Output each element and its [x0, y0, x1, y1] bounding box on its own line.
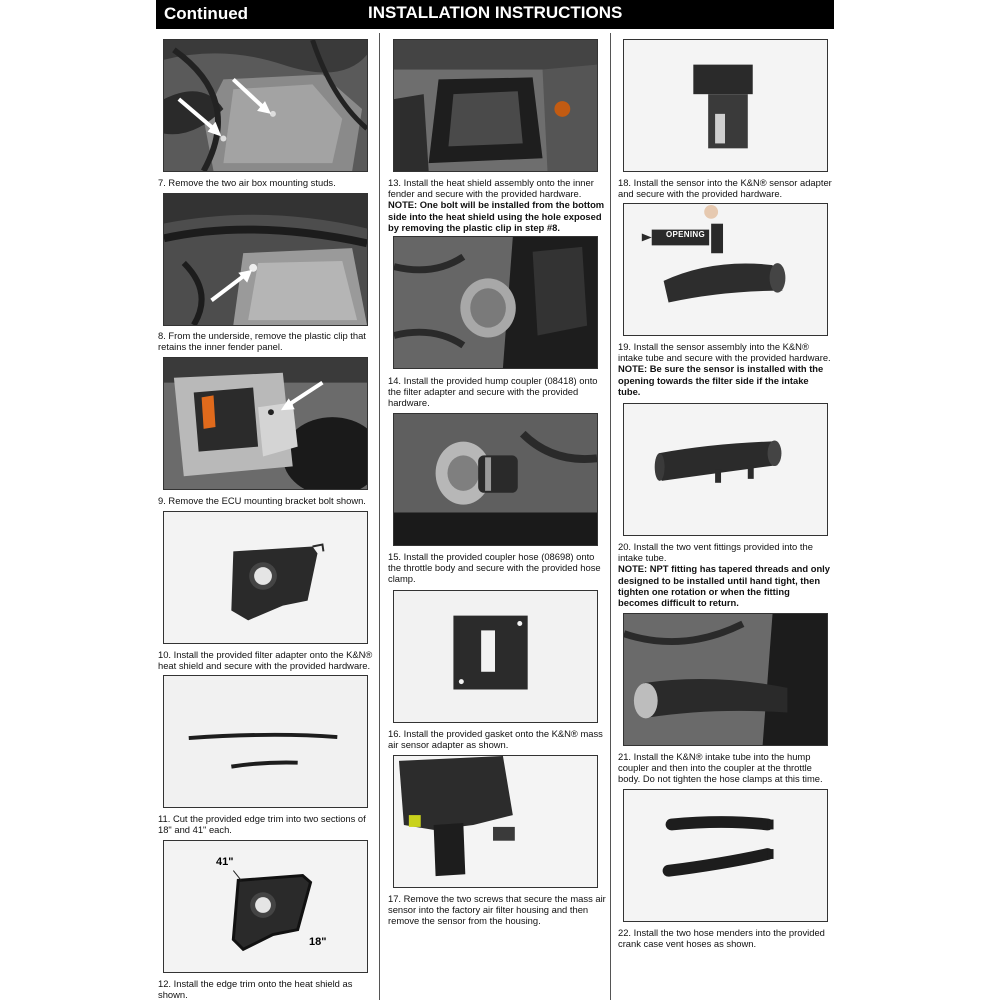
step-17-text: 17. Remove the two screws that secure the mass air sensor into the factory air filter housing and then remove the sensor from the housing. [388, 893, 606, 927]
step-17-caption [388, 893, 606, 927]
header-title: INSTALLATION INSTRUCTIONS [368, 3, 623, 22]
step-18-caption [618, 177, 833, 199]
step-22-text: 22. Install the two hose menders into the provided crank case vent hoses as shown. [618, 927, 825, 950]
step-10-text: 10. Install the provided filter adapter onto the K&N® heat shield and secure with the provided hardware. [158, 649, 373, 672]
step-12-photo [163, 840, 368, 973]
trim-41-label: 41" [216, 856, 234, 868]
step-7-caption [158, 177, 373, 188]
step-11-caption [158, 813, 373, 835]
step-11-text: 11. Cut the provided edge trim into two sections of 18" and 41" each. [158, 813, 366, 836]
step-21-caption [618, 751, 833, 785]
step-18-photo [623, 39, 828, 172]
step-8-caption [158, 330, 373, 352]
step-9-text: 9. Remove the ECU mounting bracket bolt shown. [158, 495, 366, 506]
step-16-photo [393, 590, 598, 723]
step-9-photo [163, 357, 368, 490]
step-19-caption [618, 341, 833, 397]
column-divider [610, 33, 611, 1000]
step-14-text: 14. Install the provided hump coupler (08418) onto the filter adapter and secure with the provided hardware. [388, 375, 598, 409]
step-19-text: 19. Install the sensor assembly into the K&N® intake tube and secure with the provided hardware. [618, 341, 831, 364]
column-divider [379, 33, 380, 1000]
step-7-text: 7. Remove the two air box mounting studs. [158, 177, 336, 188]
header-continued: Continued [164, 4, 249, 23]
page-header [156, 0, 834, 29]
step-15-photo [393, 413, 598, 546]
step-8-photo [163, 193, 368, 326]
step-16-text: 16. Install the provided gasket onto the K&N® mass air sensor adapter as shown. [388, 728, 603, 751]
step-20-photo [623, 403, 828, 536]
step-13-caption [388, 177, 606, 233]
step-14-photo [393, 236, 598, 369]
step-21-photo [623, 613, 828, 746]
step-11-photo [163, 675, 368, 808]
step-22-photo [623, 789, 828, 922]
step-9-caption [158, 495, 373, 506]
step-12-caption [158, 978, 373, 1000]
step-19-note: NOTE: Be sure the sensor is installed with the opening towards the filter side if the intake tube. [618, 363, 824, 397]
step-7-photo [163, 39, 368, 172]
step-15-text: 15. Install the provided coupler hose (08698) onto the throttle body and secure with the provided hose clamp. [388, 551, 601, 585]
step-13-text: 13. Install the heat shield assembly onto the inner fender and secure with the provided hardware. [388, 177, 594, 200]
step-20-text: 20. Install the two vent fittings provided into the intake tube. [618, 541, 813, 564]
step-21-text: 21. Install the K&N® intake tube into the hump coupler and then into the coupler at the throttle body. Do not tighten the hose clamps at this time. [618, 751, 823, 785]
step-22-caption [618, 927, 833, 949]
step-14-caption [388, 375, 606, 409]
step-15-caption [388, 551, 606, 585]
step-20-caption [618, 541, 833, 608]
step-16-caption [388, 728, 606, 750]
step-19-photo [623, 203, 828, 336]
opening-label: OPENING [666, 230, 705, 239]
step-10-photo [163, 511, 368, 644]
step-13-photo [393, 39, 598, 172]
trim-18-label: 18" [309, 936, 327, 948]
step-20-note: NOTE: NPT fitting has tapered threads and only designed to be installed until hand tight, then tighten one rotation or when the fitting becomes difficult to return. [618, 563, 830, 609]
step-12-text: 12. Install the edge trim onto the heat shield as shown. [158, 978, 353, 1000]
step-13-note: NOTE: One bolt will be installed from the bottom side into the heat shield using the hole exposed by removing the plastic clip in step #8. [388, 199, 605, 233]
step-18-text: 18. Install the sensor into the K&N® sensor adapter and secure with the provided hardware. [618, 177, 832, 200]
step-8-text: 8. From the underside, remove the plastic clip that retains the inner fender panel. [158, 330, 366, 353]
step-17-photo [393, 755, 598, 888]
step-10-caption [158, 649, 373, 671]
